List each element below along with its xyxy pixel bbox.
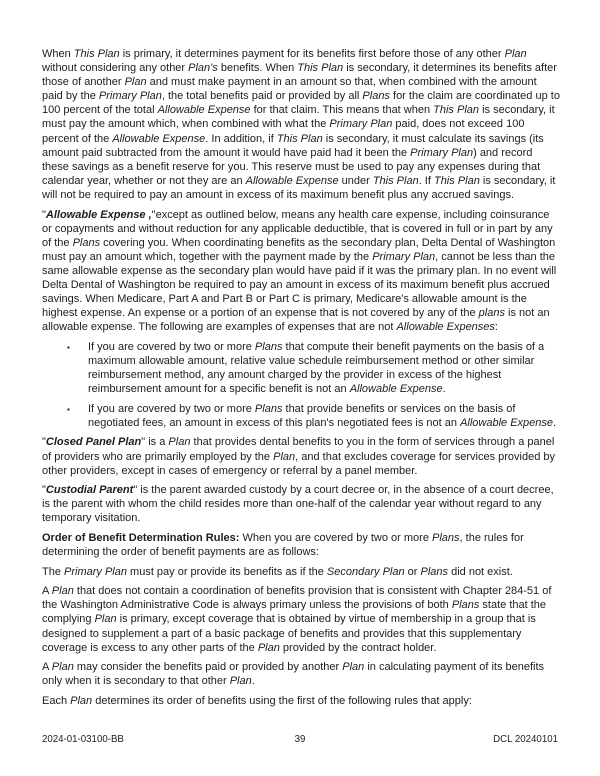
text-run: in calculating payment of its benefits only when it is secondary to that other: [42, 661, 545, 688]
text-run: , cannot be less than the same allowable expense as the secondary plan would have paid if it was the primary plan. In no event will Delta Dental of Washington be required to pay an amount in excess of its maximum benefit plus accrued savings. When Medicare, Part A and Part B or Part C is primary, Medicare's allowable amount is the highest expense. An expense or a portion of an expense that is not covered by any of the: [42, 250, 557, 320]
text-run: .: [442, 383, 446, 396]
text-run: is primary, it determines payment for its benefits first before those of any other: [119, 48, 505, 60]
bullet-marker-icon: ▪: [67, 342, 70, 352]
text-run: Primary Plan: [64, 565, 127, 578]
text-run: .: [553, 416, 557, 429]
page-footer: [42, 734, 558, 746]
text-run: that compute their benefit payments on the basis of a maximum allowable amount, relative value schedule reimbursement method or other similar reimbursement method, any amount charged by the provider in excess of the highest reimbursement amount for a specific benefit is not an: [88, 340, 545, 396]
text-run: provided by the contract holder.: [279, 641, 437, 654]
bullet-negotiated-fees: [42, 402, 560, 430]
text-run: must pay or provide its benefits as if the: [126, 565, 327, 578]
text-run: for that claim. This means that when: [250, 104, 434, 117]
text-run: Plan: [342, 661, 365, 674]
para-plan-may-consider: [42, 660, 560, 688]
text-run: is not an allowable expense. The following are examples of expenses that are not: [42, 307, 550, 334]
text-run: ": [42, 484, 46, 497]
text-run: This Plan: [372, 174, 419, 187]
text-run: Plans: [451, 599, 480, 612]
text-run: . In addition, if: [205, 132, 277, 145]
document-body: [42, 47, 560, 714]
para-custodial-parent-definition: [42, 483, 560, 525]
text-run: that provides dental benefits to you in the form of services through a panel of providers who are primarily employed by the: [42, 436, 555, 463]
text-run: Primary Plan: [329, 118, 393, 131]
text-run: Allowable Expense: [245, 174, 339, 187]
text-run: paid, does not exceed 100 percent of the: [42, 118, 525, 145]
text-run: ) and record these savings as a benefit reserve for you. This reserve must be used to pay any expenses during that calendar year, whether or not they are an: [42, 146, 541, 187]
text-run: " is the parent awarded custody by a court decree or, in the absence of a court decree, is the parent with whom the child resides more than one-half of the calendar year without regard to any temporary visitation.: [42, 484, 554, 525]
text-run: ": [42, 436, 46, 449]
text-run: plans: [478, 307, 505, 320]
text-run: Plans: [362, 90, 390, 103]
text-run: without considering any other: [42, 62, 189, 75]
text-run: A: [42, 585, 52, 598]
text-run: Plan's: [188, 62, 218, 75]
text-run: This Plan: [276, 132, 323, 145]
text-run: When you are covered by two or more: [239, 532, 433, 544]
text-run: . If: [418, 174, 434, 187]
text-run: covering you. When coordinating benefits as the secondary plan, Delta Dental of Washington must pay an amount which, together with the payment made by the: [42, 236, 556, 263]
text-run: is primary, except coverage that is obtained by virtue of membership in a group that is designed to supplement a part of a basic package of benefits and provides that this supplementary coverage is excess to any other parts of the: [42, 613, 536, 654]
text-run: This Plan: [433, 174, 480, 187]
text-run: , the rules for determining the order of benefit payments are as follows:: [42, 532, 524, 559]
text-run: did not exist.: [448, 565, 513, 578]
text-run: is secondary, it determines its benefits after those of another: [42, 62, 557, 89]
text-run: This Plan: [297, 62, 344, 75]
text-run: Allowable Expense: [112, 132, 206, 145]
text-run: Allowable Expense ,: [45, 208, 152, 221]
text-run: Plan: [168, 436, 191, 449]
text-run: may consider the benefits paid or provided by another: [73, 661, 343, 674]
text-run: , the total benefits paid or provided by all: [161, 90, 363, 103]
text-run: Primary Plan: [410, 146, 474, 159]
text-run: This Plan: [73, 48, 120, 60]
text-run: :: [494, 321, 498, 334]
text-run: Plan: [229, 675, 252, 688]
text-run: determines its order of benefits using the first of the following rules that apply:: [92, 694, 472, 707]
text-run: is secondary, it must pay the amount which, when combined with what the: [42, 104, 555, 131]
text-run: Plans: [432, 532, 460, 544]
para-order-of-benefit-rules: [42, 531, 560, 559]
text-run: Custodial Parent: [45, 484, 134, 497]
text-run: Plans: [254, 340, 283, 353]
text-run: that provide benefits or services on the basis of negotiated fees, an amount in excess of this plan's negotiated fees is not an: [88, 402, 516, 429]
text-run: Primary Plan: [372, 250, 436, 263]
text-run: Plans: [72, 236, 101, 249]
text-run: Plans: [420, 565, 449, 578]
text-run: Allowable Expense: [460, 416, 554, 429]
text-run: is secondary, it will not be required to pay an amount in excess of its maximum benefit plus any accrued savings.: [42, 174, 556, 201]
text-run: Plans: [254, 402, 283, 415]
text-run: If you are covered by two or more: [88, 340, 255, 353]
text-run: or: [404, 565, 421, 578]
text-run: " is a: [141, 436, 169, 449]
text-run: "except as outlined below, means any health care expense, including coinsurance or copayments and without reduction for any applicable deductible, that is covered in full or in part by any of the: [42, 208, 553, 249]
text-run: .: [251, 675, 255, 688]
bullet-text: [88, 341, 544, 395]
para-allowable-expense-definition: [42, 208, 560, 335]
para-primary-secondary-payment: [42, 47, 560, 202]
text-run: Plan: [94, 613, 117, 626]
text-run: Plan: [51, 585, 74, 598]
text-run: benefits. When: [217, 62, 298, 75]
bullet-maximum-allowable-amount: [42, 340, 560, 396]
para-closed-panel-plan-definition: [42, 435, 560, 477]
text-run: Closed Panel Plan: [45, 436, 142, 449]
footer-document-code: 2024-01-03100-BB: [42, 734, 124, 745]
text-run: If you are covered by two or more: [88, 402, 255, 415]
bullet-text: [88, 403, 556, 429]
text-run: Order of Benefit Determination Rules:: [42, 532, 240, 544]
text-run: When: [42, 48, 74, 60]
text-run: is secondary, it must calculate its savings (its amount paid subtracted from the amount it would have paid had it been the: [42, 132, 544, 159]
text-run: state that the complying: [42, 599, 547, 626]
para-each-plan-determines: [42, 694, 560, 708]
text-run: Allowable Expense: [157, 104, 251, 117]
text-run: ": [42, 208, 46, 221]
text-run: Plan: [273, 450, 296, 463]
text-run: and must make payment in an amount so that, when combined with the amount paid by the: [42, 76, 537, 103]
footer-revision-code: DCL 20240101: [493, 734, 558, 745]
text-run: The: [42, 565, 65, 578]
text-run: Plan: [70, 694, 93, 707]
text-run: Plan: [124, 76, 147, 89]
text-run: Secondary Plan: [326, 565, 405, 578]
text-run: Plan: [51, 661, 74, 674]
footer-page-number: 39: [294, 734, 306, 745]
text-run: for the claim are coordinated up to 100 percent of the total: [42, 90, 560, 117]
text-run: Plan: [504, 48, 527, 60]
text-run: , and that excludes coverage for services provided by other providers, except in cases of emergency or referral by a panel member.: [42, 450, 556, 477]
text-run: Allowable Expenses: [396, 321, 495, 334]
text-run: Each: [42, 694, 71, 707]
text-run: Allowable Expense: [349, 383, 443, 396]
text-run: under: [338, 174, 373, 187]
bullet-marker-icon: ▪: [67, 404, 70, 414]
para-primary-plan-must-pay: [42, 565, 560, 579]
text-run: that does not contain a coordination of benefits provision that is consistent with Chapter 284-51 of the Washington Administrative Code is always primary unless the provisions of both: [42, 585, 552, 612]
text-run: A: [42, 661, 52, 674]
para-no-cob-provision: [42, 584, 560, 654]
text-run: This Plan: [433, 104, 480, 117]
text-run: Primary Plan: [98, 90, 162, 103]
text-run: Plan: [257, 641, 280, 654]
